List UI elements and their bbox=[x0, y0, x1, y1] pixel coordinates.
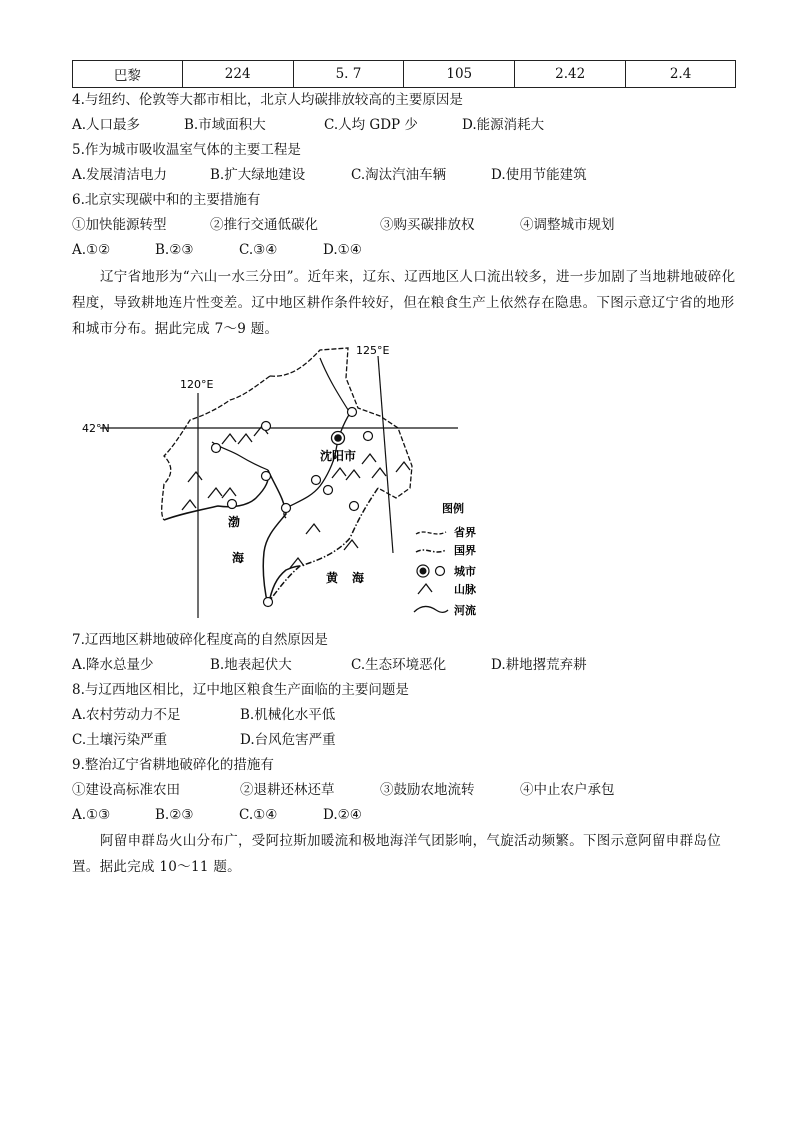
q5-option-d[interactable]: D.使用节能建筑 bbox=[491, 167, 587, 183]
q6-option-d[interactable]: D.①④ bbox=[323, 242, 362, 258]
legend-river-symbol bbox=[414, 607, 448, 613]
capital-marker-core bbox=[334, 434, 342, 442]
mountain-icon bbox=[332, 468, 360, 480]
legend-label: 国界 bbox=[454, 544, 476, 557]
legend-title: 图例 bbox=[442, 502, 464, 515]
city-marker bbox=[262, 422, 271, 431]
table-cell: 5. 7 bbox=[293, 61, 404, 88]
city-marker bbox=[324, 486, 333, 495]
q6-item-4: ④调整城市规划 bbox=[520, 217, 615, 233]
question-7-stem: 7.辽西地区耕地破碎化程度高的自然原因是 bbox=[72, 632, 328, 648]
mountain-icon bbox=[222, 434, 252, 444]
legend-national-symbol bbox=[416, 550, 446, 552]
tributary-river bbox=[320, 358, 350, 413]
q6-item-3: ③购买碳排放权 bbox=[380, 217, 475, 233]
legend-capital-core bbox=[420, 568, 427, 575]
table-cell: 105 bbox=[404, 61, 515, 88]
passage-liaoning: 辽宁省地形为“六山一水三分田”。近年来，辽东、辽西地区人口流出较多，进一步加剧了当地耕地破碎化程度，导致耕地连片性变差。辽中地区耕作条件较好，但在粮食生产上依然存在隐患。下图示意辽宁省的地形和城市分布。据此完成 7～9 题。 bbox=[72, 269, 736, 337]
q7-option-d[interactable]: D.耕地撂荒弃耕 bbox=[491, 657, 587, 673]
q9-item-4: ④中止农户承包 bbox=[520, 782, 615, 798]
lon-125-label: 125°E bbox=[356, 344, 390, 357]
city-marker bbox=[264, 598, 273, 607]
q5-option-b[interactable]: B.扩大绿地建设 bbox=[210, 167, 306, 183]
q4-option-a[interactable]: A.人口最多 bbox=[72, 117, 141, 133]
sea-label: 海 bbox=[352, 571, 365, 585]
mountain-icon bbox=[188, 472, 202, 482]
q6-option-b[interactable]: B.②③ bbox=[155, 242, 194, 258]
question-5-stem: 5.作为城市吸收温室气体的主要工程是 bbox=[72, 142, 301, 158]
table-cell: 2.4 bbox=[626, 61, 736, 88]
data-table bbox=[72, 60, 736, 88]
mountain-icon bbox=[182, 500, 196, 510]
city-marker bbox=[262, 472, 271, 481]
question-8-stem: 8.与辽西地区相比，辽中地区粮食生产面临的主要问题是 bbox=[72, 682, 409, 698]
q6-option-a[interactable]: A.①② bbox=[72, 242, 111, 258]
q9-item-3: ③鼓励农地流转 bbox=[380, 782, 475, 798]
sea-label: 海 bbox=[232, 551, 245, 565]
city-marker bbox=[212, 444, 221, 453]
liao-river bbox=[284, 413, 350, 518]
q5-option-a[interactable]: A.发展清洁电力 bbox=[72, 167, 168, 183]
sea-label: 渤 bbox=[228, 515, 241, 529]
legend-label: 山脉 bbox=[454, 583, 476, 596]
city-marker bbox=[312, 476, 321, 485]
q8-option-d[interactable]: D.台风危害严重 bbox=[240, 732, 336, 748]
legend-city-symbol bbox=[436, 567, 445, 576]
city-marker bbox=[348, 408, 357, 417]
q7-option-c[interactable]: C.生态环境恶化 bbox=[351, 657, 447, 673]
legend-label: 城市 bbox=[454, 565, 476, 578]
q9-option-c[interactable]: C.①④ bbox=[239, 807, 278, 823]
q8-option-a[interactable]: A.农村劳动力不足 bbox=[72, 707, 181, 723]
question-6-stem: 6.北京实现碳中和的主要措施有 bbox=[72, 192, 261, 208]
liaoning-map bbox=[80, 338, 500, 628]
city-marker bbox=[228, 500, 237, 509]
question-9-stem: 9.整治辽宁省耕地破碎化的措施有 bbox=[72, 757, 274, 773]
lon-120-label: 120°E bbox=[180, 378, 214, 391]
city-label-shenyang: 沈阳市 bbox=[320, 449, 357, 463]
q7-option-a[interactable]: A.降水总量少 bbox=[72, 657, 154, 673]
mountain-icon bbox=[362, 454, 376, 464]
lon-125-line bbox=[378, 356, 393, 553]
lat-42-label: 42°N bbox=[82, 422, 110, 435]
q4-option-c[interactable]: C.人均 GDP 少 bbox=[324, 117, 418, 133]
q9-option-a[interactable]: A.①③ bbox=[72, 807, 111, 823]
table-cell: 2.42 bbox=[515, 61, 626, 88]
sea-label: 黄 bbox=[326, 571, 339, 585]
table-cell: 224 bbox=[182, 61, 293, 88]
q7-option-b[interactable]: B.地表起伏大 bbox=[210, 657, 292, 673]
q6-option-c[interactable]: C.③④ bbox=[239, 242, 278, 258]
q9-item-2: ②退耕还林还草 bbox=[240, 782, 335, 798]
city-marker bbox=[364, 432, 373, 441]
q9-option-b[interactable]: B.②③ bbox=[155, 807, 194, 823]
q6-item-2: ②推行交通低碳化 bbox=[210, 217, 318, 233]
mountain-icon bbox=[396, 462, 410, 472]
q4-option-d[interactable]: D.能源消耗大 bbox=[462, 117, 545, 133]
table-row bbox=[73, 61, 736, 88]
q4-option-b[interactable]: B.市域面积大 bbox=[184, 117, 266, 133]
city-marker bbox=[350, 502, 359, 511]
legend-label: 河流 bbox=[454, 604, 476, 617]
q9-item-1: ①建设高标准农田 bbox=[72, 782, 180, 798]
city-marker bbox=[282, 504, 291, 513]
mountain-icon bbox=[208, 488, 236, 498]
q6-item-1: ①加快能源转型 bbox=[72, 217, 167, 233]
q9-option-d[interactable]: D.②④ bbox=[323, 807, 362, 823]
mountain-icon bbox=[306, 524, 320, 534]
province-boundary bbox=[270, 348, 412, 498]
mountain-icon bbox=[372, 468, 386, 478]
legend-label: 省界 bbox=[454, 526, 476, 539]
q8-option-b[interactable]: B.机械化水平低 bbox=[240, 707, 336, 723]
table-cell: 巴黎 bbox=[73, 61, 183, 88]
passage-aleutian: 阿留申群岛火山分布广，受阿拉斯加暖流和极地海洋气团影响，气旋活动频繁。下图示意阿留申群岛位置。据此完成 10～11 题。 bbox=[72, 833, 721, 875]
legend-mountain-symbol bbox=[418, 584, 432, 594]
legend-province-symbol bbox=[416, 532, 446, 534]
question-4-stem: 4.与纽约、伦敦等大都市相比，北京人均碳排放较高的主要原因是 bbox=[72, 92, 463, 108]
q5-option-c[interactable]: C.淘汰汽油车辆 bbox=[351, 167, 447, 183]
q8-option-c[interactable]: C.土壤污染严重 bbox=[72, 732, 168, 748]
